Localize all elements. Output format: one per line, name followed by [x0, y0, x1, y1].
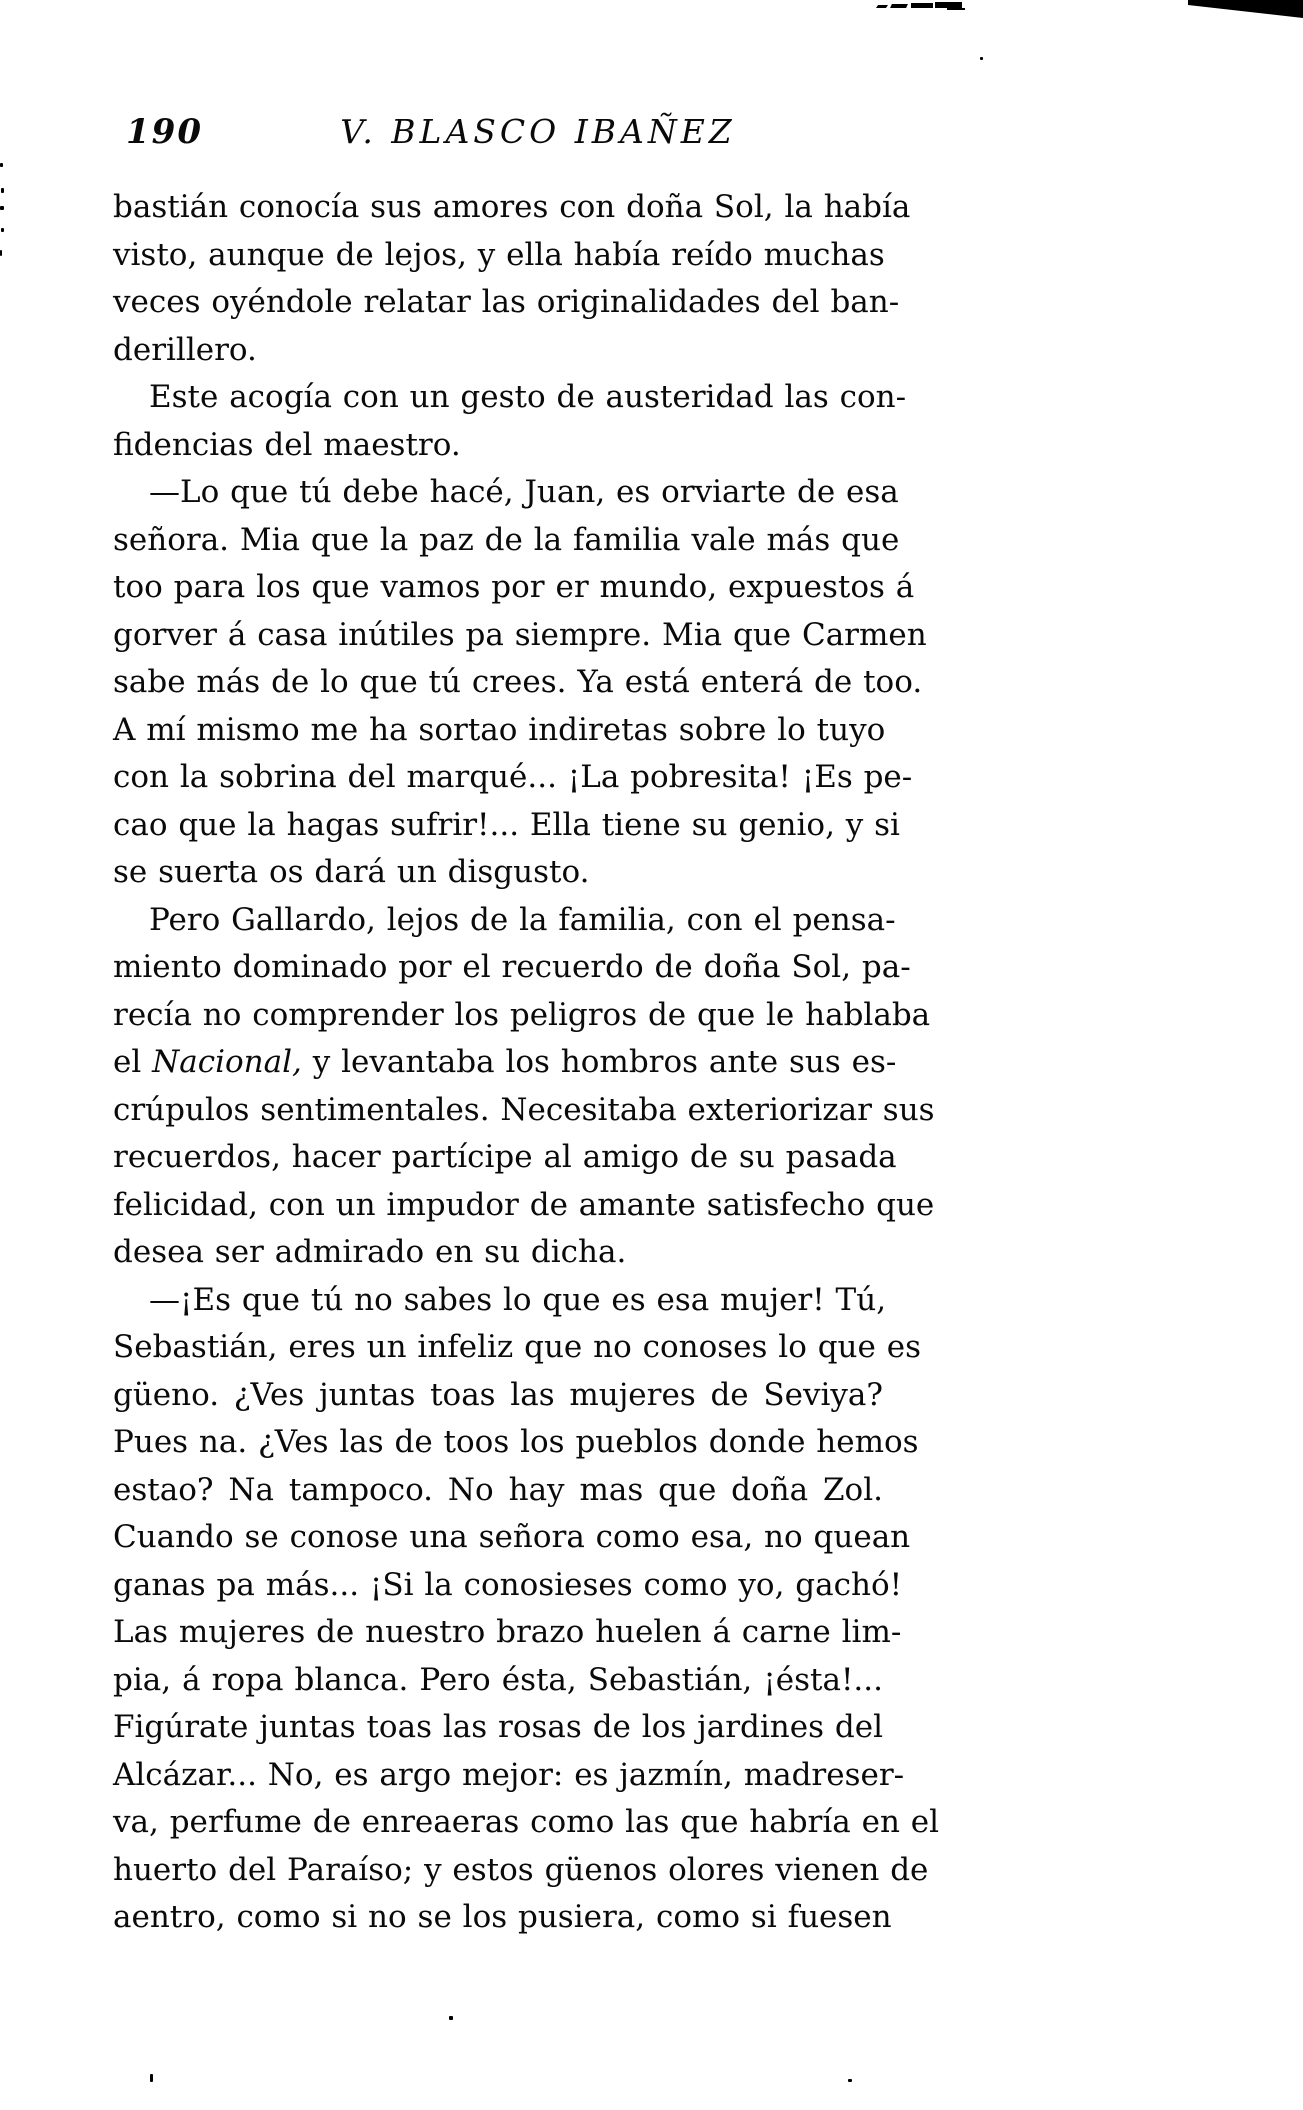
text-line: va, perfume de enreaeras como las que habría en el: [113, 1804, 940, 1840]
scan-speck: [1, 228, 4, 232]
text-line: derillero.: [113, 331, 257, 368]
italic-word: Nacional,: [152, 1044, 302, 1080]
text-line: Figúrate juntas toas las rosas de los jardines del: [113, 1709, 883, 1745]
scan-corner-mark: [1188, 0, 1303, 18]
page-text: [113, 184, 940, 1942]
text-line: —Lo que tú debe hacé, Juan, es orviarte de esa: [149, 474, 899, 510]
text-line: señora. Mia que la paz de la familia vale más que: [113, 521, 900, 558]
page-number: 190: [126, 112, 203, 152]
scan-speck: [0, 163, 3, 167]
text-line: con la sobrina del marqué... ¡La pobresita! ¡Es pe-: [113, 759, 913, 795]
scan-speck: [0, 206, 4, 210]
text-line: Cuando se conose una señora como esa, no quean: [113, 1519, 911, 1555]
text-line: se suerta os dará un disgusto.: [113, 854, 590, 890]
text-line: gorver á casa inútiles pa siempre. Mia que Carmen: [113, 616, 927, 653]
text-line: bastián conocía sus amores con doña Sol, la había: [113, 189, 911, 225]
running-header-title: V. BLASCO IBAÑEZ: [340, 112, 736, 151]
text-line: el Nacional, y levantaba los hombros ante sus es-: [113, 1044, 897, 1080]
text-line: recuerdos, hacer partícipe al amigo de su pasada: [113, 1139, 897, 1175]
text-line: pia, á ropa blanca. Pero ésta, Sebastián, ¡ésta!...: [113, 1661, 883, 1698]
text-line: Este acogía con un gesto de austeridad las con-: [149, 379, 907, 415]
text-line: miento dominado por el recuerdo de doña Sol, pa-: [113, 949, 911, 985]
text-line: A mí mismo me ha sortao indiretas sobre lo tuyo: [113, 711, 886, 748]
text-line: aentro, como si no se los pusiera, como si fuesen: [113, 1899, 892, 1935]
text-line: güeno. ¿Ves juntas toas las mujeres de Seviya?: [113, 1376, 883, 1413]
text-line: sabe más de lo que tú crees. Ya está enterá de too.: [113, 664, 923, 700]
text-line: —¡Es que tú no sabes lo que es esa mujer! Tú,: [149, 1281, 887, 1318]
text-line: fidencias del maestro.: [113, 426, 461, 463]
text-line: veces oyéndole relatar las originalidades del ban-: [113, 284, 900, 320]
text-line: huerto del Paraíso; y estos güenos olores vienen de: [113, 1851, 929, 1888]
text-line: cao que la hagas sufrir!... Ella tiene su genio, y si: [113, 806, 900, 843]
text-line: Pero Gallardo, lejos de la familia, con el pensa-: [149, 901, 896, 938]
text-line: ganas pa más... ¡Si la conosieses como yo, gachó!: [113, 1566, 903, 1603]
text-line: Alcázar... No, es argo mejor: es jazmín, madreser-: [113, 1756, 905, 1793]
text-line: felicidad, con un impudor de amante satisfecho que: [113, 1186, 935, 1223]
text-line: Pues na. ¿Ves las de toos los pueblos donde hemos: [113, 1424, 919, 1460]
text-line: visto, aunque de lejos, y ella había reído muchas: [113, 236, 885, 273]
scan-speck: [848, 2079, 852, 2082]
text-line: desea ser admirado en su dicha.: [113, 1234, 627, 1270]
text-line: too para los que vamos por er mundo, expuestos á: [113, 569, 915, 605]
text-line: recía no comprender los peligros de que le hablaba: [113, 996, 931, 1033]
text-line: Las mujeres de nuestro brazo huelen á carne lim-: [113, 1614, 902, 1650]
text-line: Sebastián, eres un infeliz que no conoses lo que es: [113, 1329, 921, 1365]
scan-speck: [0, 250, 2, 256]
scan-speck: [449, 2016, 453, 2020]
text-line: crúpulos sentimentales. Necesitaba exteriorizar sus: [113, 1091, 935, 1128]
scan-speck: [150, 2074, 153, 2082]
scan-speck: [1, 188, 4, 193]
scan-speck: [980, 57, 983, 60]
text-line: estao? Na tampoco. No hay mas que doña Zol.: [113, 1471, 883, 1508]
